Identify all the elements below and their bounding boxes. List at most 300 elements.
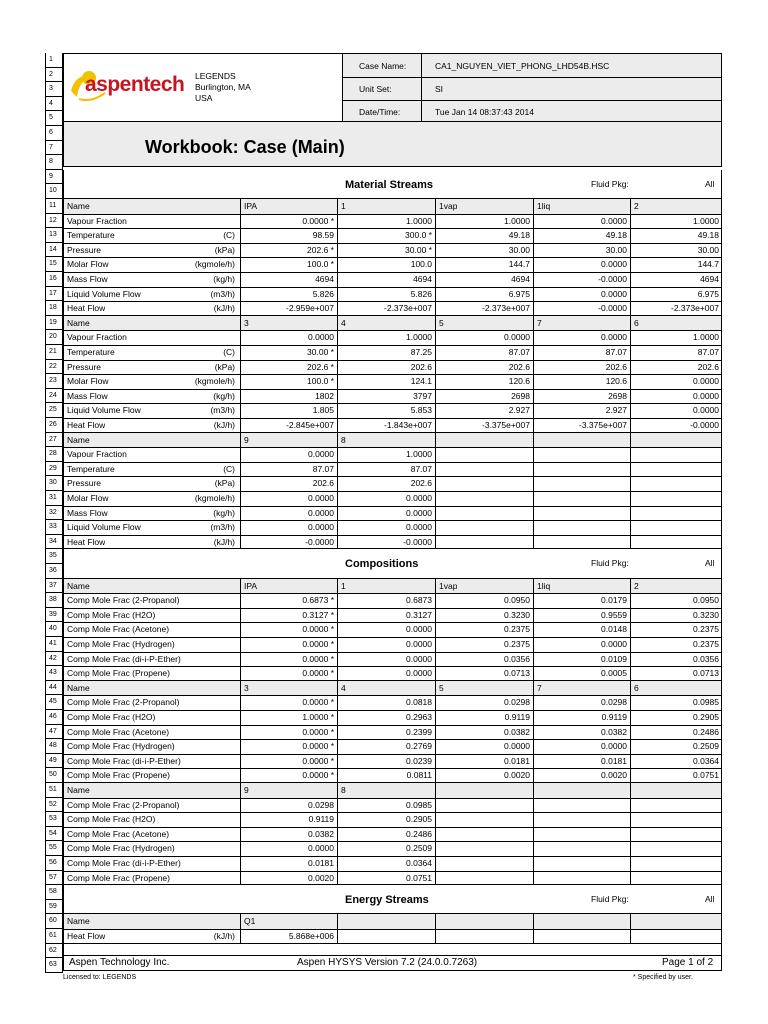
column-divider bbox=[337, 914, 338, 943]
line-number: 45 bbox=[45, 695, 63, 710]
value-cell: 87.07 bbox=[312, 463, 334, 474]
value-cell: 0.6873 bbox=[406, 595, 432, 606]
value-cell: 0.0020 bbox=[504, 770, 530, 781]
value-cell: 0.0000 bbox=[406, 624, 432, 635]
stream-header: 3 bbox=[244, 682, 249, 693]
value-cell: 0.3230 bbox=[504, 609, 530, 620]
property-name: Comp Mole Frac (2-Propanol) bbox=[67, 799, 180, 810]
line-number: 7 bbox=[45, 141, 63, 156]
property-name: Comp Mole Frac (H2O) bbox=[67, 609, 156, 620]
value-cell: -2.373e+007 bbox=[384, 303, 432, 314]
line-number: 53 bbox=[45, 812, 63, 827]
value-cell: 0.0239 bbox=[406, 755, 432, 766]
value-cell: 0.0000 bbox=[308, 449, 334, 460]
value-cell: 2.927 bbox=[605, 405, 627, 416]
value-cell: 0.0000 bbox=[406, 522, 432, 533]
value-cell: 202.6 bbox=[605, 361, 627, 372]
line-number: 39 bbox=[45, 608, 63, 623]
value-cell: 0.3230 bbox=[693, 609, 719, 620]
value-cell: 120.6 bbox=[605, 376, 627, 387]
property-name: Temperature bbox=[67, 230, 115, 241]
line-number: 38 bbox=[45, 593, 63, 608]
property-unit: (m3/h) bbox=[210, 405, 235, 416]
value-cell: 2698 bbox=[608, 390, 627, 401]
block-header-row bbox=[64, 579, 721, 594]
value-cell: 0.2509 bbox=[693, 741, 719, 752]
value-cell: 0.0364 bbox=[406, 858, 432, 868]
line-number: 44 bbox=[45, 681, 63, 696]
line-number: 58 bbox=[45, 885, 63, 900]
line-number: 24 bbox=[45, 389, 63, 404]
value-cell: 87.07 bbox=[605, 347, 627, 357]
value-cell: -0.0000 bbox=[403, 536, 432, 547]
value-cell: 6.975 bbox=[508, 288, 530, 299]
property-name: Comp Mole Frac (di-i-P-Ether) bbox=[67, 858, 181, 868]
value-cell: 0.0713 bbox=[504, 668, 530, 679]
column-divider bbox=[533, 914, 534, 943]
line-number: 60 bbox=[45, 914, 63, 929]
name-header: Name bbox=[67, 580, 90, 591]
line-number: 6 bbox=[45, 126, 63, 141]
line-number: 49 bbox=[45, 754, 63, 769]
value-cell: 0.0000 bbox=[308, 332, 334, 343]
line-number: 63 bbox=[45, 958, 63, 973]
property-unit: (kgmole/h) bbox=[194, 493, 235, 503]
fluid-pkg-value: All bbox=[705, 178, 715, 189]
value-cell: 5.853 bbox=[410, 405, 432, 416]
line-number: 35 bbox=[45, 549, 63, 564]
column-divider bbox=[435, 914, 436, 943]
property-name: Mass Flow bbox=[67, 274, 108, 284]
stream-header: 8 bbox=[341, 434, 346, 445]
line-number: 5 bbox=[45, 111, 63, 126]
line-number: 41 bbox=[45, 637, 63, 652]
value-cell: 0.2769 bbox=[406, 741, 432, 752]
value-cell: 0.0000 bbox=[406, 653, 432, 664]
line-number: 40 bbox=[45, 622, 63, 637]
value-cell: 0.0950 bbox=[693, 595, 719, 606]
property-unit: (kPa) bbox=[214, 478, 235, 489]
value-cell: 0.0000 * bbox=[302, 668, 334, 679]
value-cell: 0.0000 bbox=[406, 639, 432, 649]
value-cell: 0.0382 bbox=[601, 726, 627, 737]
workbook-title: Workbook: Case (Main) bbox=[145, 137, 345, 157]
energy-streams-title: Energy Streams bbox=[345, 894, 429, 907]
block-header-row bbox=[64, 316, 721, 331]
property-unit: (kJ/h) bbox=[213, 931, 235, 941]
value-cell: 4694 bbox=[700, 274, 719, 284]
row-divider bbox=[63, 929, 722, 930]
value-cell: 0.0000 * bbox=[302, 624, 334, 635]
value-cell: 0.0181 bbox=[601, 755, 627, 766]
value-cell: 30.00 bbox=[508, 244, 530, 255]
value-cell: 0.0364 bbox=[693, 755, 719, 766]
name-header: Name bbox=[67, 682, 90, 693]
property-name: Vapour Fraction bbox=[67, 449, 127, 460]
value-cell: -2.959e+007 bbox=[286, 303, 334, 314]
value-cell: 1802 bbox=[315, 390, 334, 401]
value-cell: 0.2375 bbox=[504, 639, 530, 649]
value-cell: 1.0000 bbox=[406, 449, 432, 460]
company-line: USA bbox=[195, 93, 213, 103]
value-cell: 0.2375 bbox=[504, 624, 530, 635]
stream-header: 3 bbox=[244, 317, 249, 328]
line-number: 54 bbox=[45, 827, 63, 842]
line-number: 10 bbox=[45, 184, 63, 199]
case-name-label: Case Name: bbox=[359, 61, 407, 71]
line-number: 3 bbox=[45, 82, 63, 97]
value-cell: 0.3127 bbox=[406, 609, 432, 620]
value-cell: 300.0 * bbox=[405, 230, 432, 241]
stream-header: 4 bbox=[341, 317, 346, 328]
property-name: Comp Mole Frac (Hydrogen) bbox=[67, 639, 175, 649]
footer-company: Aspen Technology Inc. bbox=[69, 957, 170, 968]
block-header-row bbox=[64, 681, 721, 696]
value-cell: 202.6 bbox=[410, 361, 432, 372]
stream-header: 6 bbox=[634, 317, 639, 328]
fluid-pkg-value: All bbox=[705, 894, 715, 905]
stream-header: 1 bbox=[341, 580, 346, 591]
line-number: 15 bbox=[45, 257, 63, 272]
stream-header: IPA bbox=[244, 580, 258, 591]
line-number: 26 bbox=[45, 418, 63, 433]
property-unit: (C) bbox=[223, 347, 235, 357]
line-number: 50 bbox=[45, 768, 63, 783]
value-cell: 0.0000 bbox=[601, 332, 627, 343]
line-number: 46 bbox=[45, 710, 63, 725]
value-cell: 144.7 bbox=[508, 259, 530, 270]
property-name: Liquid Volume Flow bbox=[67, 405, 141, 416]
column-divider bbox=[533, 433, 534, 550]
property-name: Mass Flow bbox=[67, 390, 108, 401]
property-name: Comp Mole Frac (Hydrogen) bbox=[67, 741, 175, 752]
value-cell: 0.0000 bbox=[601, 741, 627, 752]
block-header-row bbox=[64, 914, 721, 929]
column-divider bbox=[533, 783, 534, 885]
name-header: Name bbox=[67, 317, 90, 328]
value-cell: 0.0985 bbox=[693, 697, 719, 708]
value-cell: 0.0109 bbox=[601, 653, 627, 664]
property-name: Comp Mole Frac (Acetone) bbox=[67, 828, 170, 839]
column-divider bbox=[630, 783, 631, 885]
stream-header: 7 bbox=[537, 317, 542, 328]
value-cell: 87.25 bbox=[410, 347, 432, 357]
line-number: 2 bbox=[45, 68, 63, 83]
value-cell: 0.0000 bbox=[693, 390, 719, 401]
value-cell: 0.0000 bbox=[504, 741, 530, 752]
value-cell: 124.1 bbox=[410, 376, 432, 387]
value-cell: 0.0000 * bbox=[302, 726, 334, 737]
value-cell: 0.0000 * bbox=[302, 697, 334, 708]
value-cell: 0.0382 bbox=[308, 828, 334, 839]
line-number: 62 bbox=[45, 944, 63, 959]
value-cell: 0.9559 bbox=[601, 609, 627, 620]
value-cell: 0.0356 bbox=[504, 653, 530, 664]
line-number: 30 bbox=[45, 476, 63, 491]
value-cell: 0.0020 bbox=[308, 872, 334, 883]
value-cell: 0.0000 bbox=[406, 493, 432, 503]
line-number: 16 bbox=[45, 272, 63, 287]
value-cell: 49.18 bbox=[508, 230, 530, 241]
line-number: 61 bbox=[45, 929, 63, 944]
property-unit: (kg/h) bbox=[213, 274, 235, 284]
value-cell: 100.0 * bbox=[307, 376, 334, 387]
property-name: Vapour Fraction bbox=[67, 215, 127, 226]
value-cell: 0.0000 bbox=[308, 522, 334, 533]
value-cell: 0.0000 bbox=[308, 507, 334, 518]
line-number: 33 bbox=[45, 520, 63, 535]
value-cell: 0.2375 bbox=[693, 624, 719, 635]
fluid-pkg-label: Fluid Pkg: bbox=[591, 558, 629, 569]
property-name: Comp Mole Frac (di-i-P-Ether) bbox=[67, 653, 181, 664]
line-number: 12 bbox=[45, 214, 63, 229]
value-cell: 1.805 bbox=[312, 405, 334, 416]
line-number: 25 bbox=[45, 403, 63, 418]
stream-header: Q1 bbox=[244, 916, 256, 927]
fluid-pkg-value: All bbox=[705, 558, 715, 569]
value-cell: 0.0181 bbox=[308, 858, 334, 868]
value-cell: 0.9119 bbox=[504, 712, 530, 722]
value-cell: 4694 bbox=[413, 274, 432, 284]
line-number: 19 bbox=[45, 316, 63, 331]
fluid-pkg-label: Fluid Pkg: bbox=[591, 894, 629, 905]
value-cell: 0.0000 bbox=[504, 332, 530, 343]
value-cell: -0.0000 bbox=[305, 536, 334, 547]
company-line: LEGENDS bbox=[195, 71, 236, 81]
compositions-title: Compositions bbox=[345, 558, 419, 571]
property-unit: (C) bbox=[223, 230, 235, 241]
value-cell: 0.3127 * bbox=[302, 609, 334, 620]
property-name: Molar Flow bbox=[67, 376, 109, 387]
value-cell: 87.07 bbox=[508, 347, 530, 357]
value-cell: 1.0000 * bbox=[302, 712, 334, 722]
value-cell: 87.07 bbox=[410, 463, 432, 474]
value-cell: 3797 bbox=[413, 390, 432, 401]
value-cell: 30.00 bbox=[605, 244, 627, 255]
value-cell: 1.0000 bbox=[406, 332, 432, 343]
stream-header: 2 bbox=[634, 580, 639, 591]
property-name: Heat Flow bbox=[67, 303, 106, 314]
property-name: Molar Flow bbox=[67, 259, 109, 270]
value-cell: 0.0356 bbox=[693, 653, 719, 664]
property-name: Comp Mole Frac (Hydrogen) bbox=[67, 843, 175, 854]
datetime-label: Date/Time: bbox=[359, 107, 401, 117]
value-cell: 0.0713 bbox=[693, 668, 719, 679]
property-unit: (C) bbox=[223, 463, 235, 474]
property-name: Heat Flow bbox=[67, 931, 106, 941]
property-unit: (kPa) bbox=[214, 244, 235, 255]
line-number: 37 bbox=[45, 579, 63, 594]
value-cell: 6.975 bbox=[697, 288, 719, 299]
property-unit: (kgmole/h) bbox=[194, 259, 235, 270]
property-name: Comp Mole Frac (H2O) bbox=[67, 712, 156, 722]
value-cell: 0.2509 bbox=[406, 843, 432, 854]
value-cell: -0.0000 bbox=[598, 303, 627, 314]
value-cell: 120.6 bbox=[508, 376, 530, 387]
value-cell: 1.0000 bbox=[406, 215, 432, 226]
property-unit: (m3/h) bbox=[210, 522, 235, 533]
property-unit: (kJ/h) bbox=[213, 420, 235, 430]
value-cell: 202.6 * bbox=[307, 361, 334, 372]
stream-header: 2 bbox=[634, 201, 639, 211]
material-streams-title: Material Streams bbox=[345, 178, 434, 191]
value-cell: 2698 bbox=[511, 390, 530, 401]
stream-header: 6 bbox=[634, 682, 639, 693]
value-cell: 0.0000 bbox=[308, 843, 334, 854]
line-number: 1 bbox=[45, 53, 63, 68]
line-number: 47 bbox=[45, 725, 63, 740]
value-cell: 98.59 bbox=[312, 230, 334, 241]
licensed-to: Licensed to: LEGENDS bbox=[63, 974, 137, 981]
property-name: Liquid Volume Flow bbox=[67, 288, 141, 299]
stream-header: 8 bbox=[341, 785, 346, 795]
column-divider bbox=[435, 433, 436, 550]
line-number: 13 bbox=[45, 228, 63, 243]
property-name: Heat Flow bbox=[67, 536, 106, 547]
property-name: Comp Mole Frac (Propene) bbox=[67, 872, 170, 883]
value-cell: -1.843e+007 bbox=[384, 420, 432, 430]
value-cell: -0.0000 bbox=[598, 274, 627, 284]
value-cell: 49.18 bbox=[697, 230, 719, 241]
logo-area bbox=[63, 53, 342, 122]
block-header-row bbox=[64, 433, 721, 448]
value-cell: 144.7 bbox=[697, 259, 719, 270]
stream-header: IPA bbox=[244, 201, 258, 211]
stream-header: 5 bbox=[439, 317, 444, 328]
line-number: 18 bbox=[45, 301, 63, 316]
line-number: 57 bbox=[45, 871, 63, 886]
line-number: 31 bbox=[45, 491, 63, 506]
column-divider bbox=[435, 783, 436, 885]
value-cell: 0.0005 bbox=[601, 668, 627, 679]
value-cell: 0.0818 bbox=[406, 697, 432, 708]
property-name: Comp Mole Frac (Acetone) bbox=[67, 726, 170, 737]
line-number: 43 bbox=[45, 666, 63, 681]
property-name: Comp Mole Frac (H2O) bbox=[67, 814, 156, 825]
value-cell: 30.00 * bbox=[405, 244, 432, 255]
footer-version: Aspen HYSYS Version 7.2 (24.0.0.7263) bbox=[297, 957, 478, 968]
value-cell: -2.845e+007 bbox=[286, 420, 334, 430]
case-info-panel bbox=[342, 53, 722, 122]
line-number: 56 bbox=[45, 856, 63, 871]
value-cell: 0.0000 * bbox=[302, 639, 334, 649]
line-number: 8 bbox=[45, 155, 63, 170]
value-cell: -2.373e+007 bbox=[671, 303, 719, 314]
column-divider bbox=[630, 914, 631, 943]
property-name: Comp Mole Frac (di-i-P-Ether) bbox=[67, 755, 181, 766]
line-number: 55 bbox=[45, 841, 63, 856]
value-cell: 2.927 bbox=[508, 405, 530, 416]
value-cell: 30.00 * bbox=[307, 347, 334, 357]
property-name: Temperature bbox=[67, 463, 115, 474]
value-cell: 0.0811 bbox=[406, 770, 432, 781]
property-unit: (kPa) bbox=[214, 361, 235, 372]
line-number: 22 bbox=[45, 360, 63, 375]
unit-set-label: Unit Set: bbox=[359, 84, 392, 94]
value-cell: 0.2486 bbox=[406, 828, 432, 839]
value-cell: 100.0 * bbox=[307, 259, 334, 270]
property-unit: (kg/h) bbox=[213, 507, 235, 518]
name-header: Name bbox=[67, 916, 90, 927]
value-cell: 202.6 * bbox=[307, 244, 334, 255]
value-cell: 0.0000 * bbox=[302, 653, 334, 664]
value-cell: 5.826 bbox=[410, 288, 432, 299]
value-cell: 0.0000 * bbox=[302, 770, 334, 781]
value-cell: 0.0020 bbox=[601, 770, 627, 781]
value-cell: 5.826 bbox=[312, 288, 334, 299]
property-name: Comp Mole Frac (2-Propanol) bbox=[67, 697, 180, 708]
value-cell: 0.9119 bbox=[308, 814, 334, 825]
value-cell: 4694 bbox=[511, 274, 530, 284]
property-name: Temperature bbox=[67, 347, 115, 357]
value-cell: 30.00 bbox=[697, 244, 719, 255]
column-divider bbox=[630, 433, 631, 550]
property-name: Liquid Volume Flow bbox=[67, 522, 141, 533]
property-unit: (kJ/h) bbox=[213, 303, 235, 314]
fluid-pkg-label: Fluid Pkg: bbox=[591, 178, 629, 189]
line-number: 59 bbox=[45, 900, 63, 915]
line-number: 51 bbox=[45, 783, 63, 798]
value-cell: 0.0000 * bbox=[302, 741, 334, 752]
stream-header: 1vap bbox=[439, 201, 458, 211]
value-cell: 0.0181 bbox=[504, 755, 530, 766]
value-cell: 0.0000 bbox=[308, 493, 334, 503]
value-cell: 0.0298 bbox=[504, 697, 530, 708]
value-cell: 0.0000 bbox=[601, 639, 627, 649]
value-cell: 0.2375 bbox=[693, 639, 719, 649]
property-unit: (kg/h) bbox=[213, 390, 235, 401]
stream-header: 5 bbox=[439, 682, 444, 693]
line-number: 48 bbox=[45, 739, 63, 754]
stream-header: 9 bbox=[244, 434, 249, 445]
value-cell: 0.0298 bbox=[601, 697, 627, 708]
block-header-row bbox=[64, 199, 721, 214]
stream-header: 9 bbox=[244, 785, 249, 795]
value-cell: 0.0000 * bbox=[302, 755, 334, 766]
property-name: Comp Mole Frac (Acetone) bbox=[67, 624, 170, 635]
property-name: Vapour Fraction bbox=[67, 332, 127, 343]
line-number: 29 bbox=[45, 462, 63, 477]
value-cell: 49.18 bbox=[605, 230, 627, 241]
value-cell: 0.0000 bbox=[406, 668, 432, 679]
value-cell: -2.373e+007 bbox=[482, 303, 530, 314]
value-cell: 0.0000 bbox=[406, 507, 432, 518]
company-line: Burlington, MA bbox=[195, 82, 251, 92]
value-cell: 5.868e+006 bbox=[288, 931, 334, 941]
unit-set-value: SI bbox=[435, 84, 444, 94]
property-name: Comp Mole Frac (2-Propanol) bbox=[67, 595, 180, 606]
line-number: 28 bbox=[45, 447, 63, 462]
name-header: Name bbox=[67, 434, 90, 445]
property-name: Comp Mole Frac (Propene) bbox=[67, 668, 170, 679]
property-name: Molar Flow bbox=[67, 493, 109, 503]
line-number: 42 bbox=[45, 652, 63, 667]
stream-header: 1liq bbox=[537, 580, 551, 591]
line-number: 21 bbox=[45, 345, 63, 360]
property-name: Heat Flow bbox=[67, 420, 106, 430]
value-cell: 0.6873 * bbox=[302, 595, 334, 606]
specified-note: * Specified by user. bbox=[633, 974, 693, 981]
value-cell: 87.07 bbox=[697, 347, 719, 357]
value-cell: 202.6 bbox=[508, 361, 530, 372]
block-header-row bbox=[64, 783, 721, 798]
value-cell: -3.375e+007 bbox=[482, 420, 530, 430]
property-name: Pressure bbox=[67, 244, 102, 255]
property-unit: (m3/h) bbox=[210, 288, 235, 299]
value-cell: 0.0148 bbox=[601, 624, 627, 635]
workbook-sheet bbox=[45, 53, 722, 981]
value-cell: 0.0298 bbox=[308, 799, 334, 810]
